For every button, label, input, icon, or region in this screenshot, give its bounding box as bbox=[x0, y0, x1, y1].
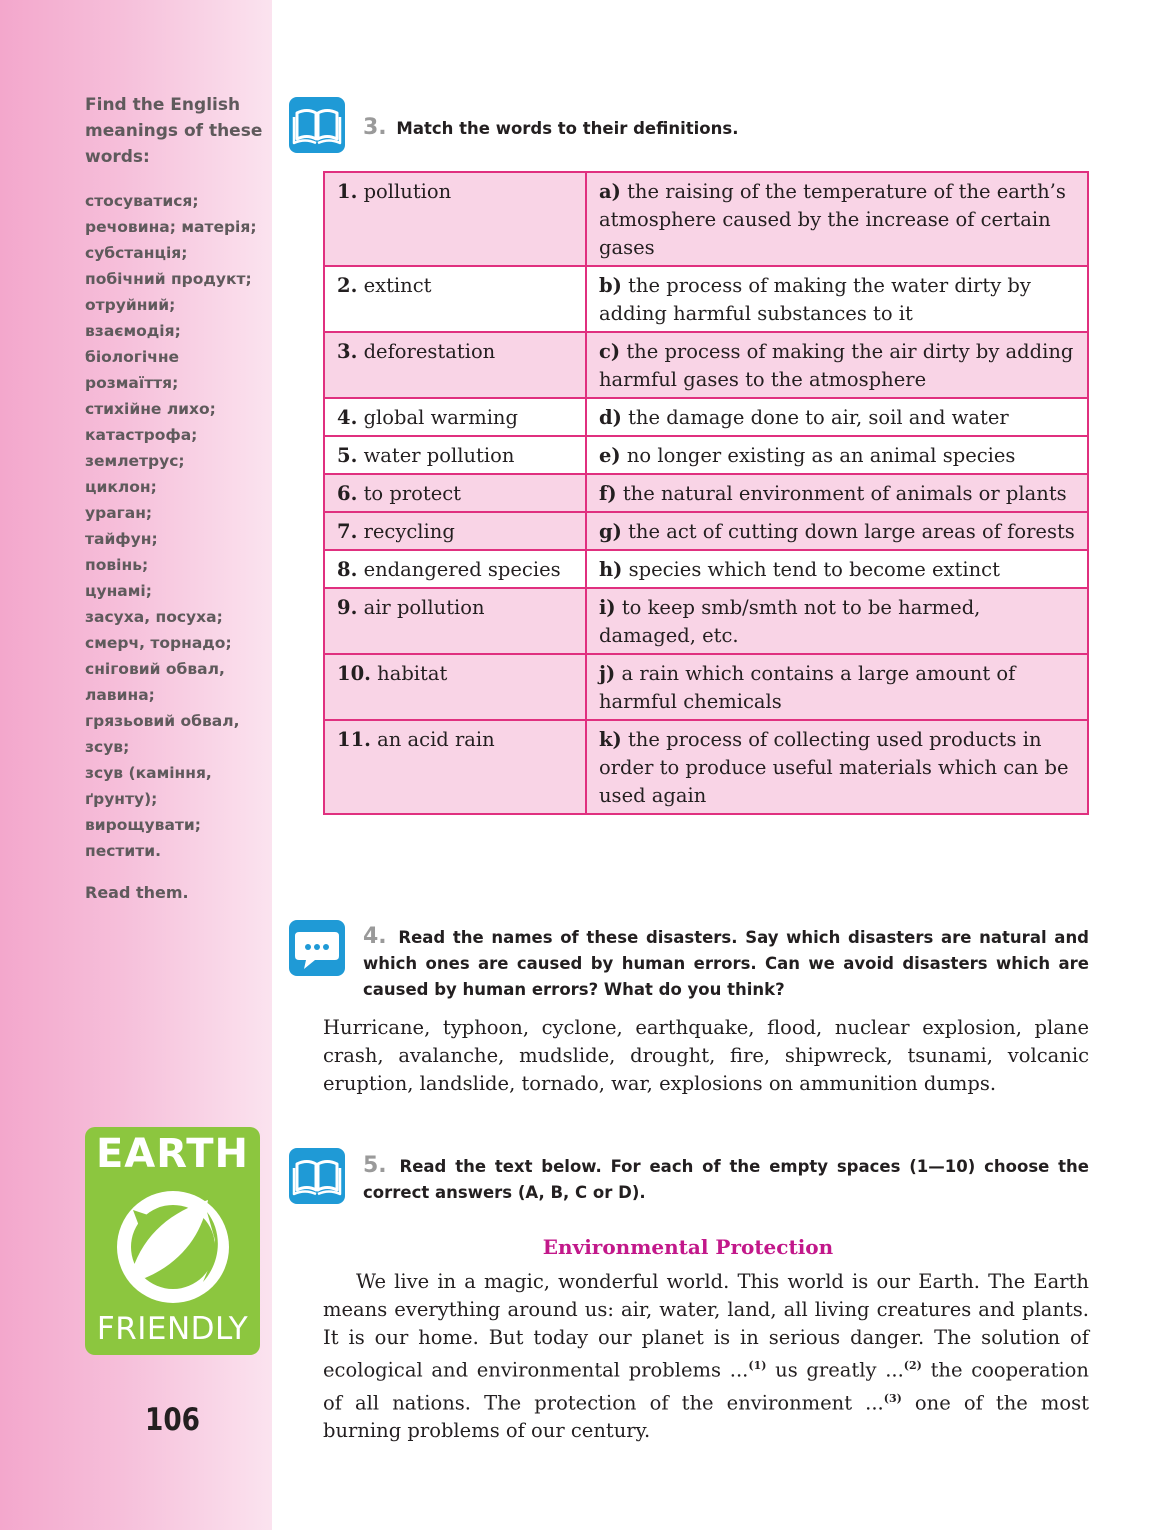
definition-letter: c) bbox=[599, 340, 621, 363]
definition-letter: i) bbox=[599, 596, 616, 619]
definition-text: a rain which contains a large amount of harmful chemicals bbox=[599, 662, 1016, 713]
word-cell bbox=[324, 654, 586, 720]
word-cell bbox=[324, 588, 586, 654]
word-number: 9. bbox=[337, 596, 358, 619]
word-number: 6. bbox=[337, 482, 358, 505]
word-number: 11. bbox=[337, 728, 371, 751]
vocabulary-item: землетрус; bbox=[85, 452, 185, 470]
table-row bbox=[324, 332, 1088, 398]
task-4-text: Read the names of these disasters. Say which disasters are natural and which ones are caused by human errors. Can we avoid disasters which are caused by human errors? What do you think? bbox=[363, 928, 1089, 999]
vocabulary-item: вирощувати; bbox=[85, 816, 201, 834]
text-segment: us greatly ... bbox=[766, 1358, 904, 1382]
vocabulary-item: побічний продукт; bbox=[85, 270, 252, 288]
table-row bbox=[324, 588, 1088, 654]
vocabulary-item: грязьовий обвал, bbox=[85, 712, 240, 730]
word-cell bbox=[324, 266, 586, 332]
word-text: water pollution bbox=[363, 444, 515, 467]
definition-letter: j) bbox=[599, 662, 616, 685]
word-cell bbox=[324, 436, 586, 474]
word-number: 3. bbox=[337, 340, 358, 363]
definition-cell bbox=[586, 266, 1088, 332]
task-4-instruction bbox=[363, 924, 1089, 1003]
table-row bbox=[324, 474, 1088, 512]
word-cell bbox=[324, 512, 586, 550]
word-cell bbox=[324, 332, 586, 398]
definition-text: the act of cutting down large areas of forests bbox=[628, 520, 1075, 543]
sidebar-footer: Read them. bbox=[85, 883, 189, 902]
word-cell bbox=[324, 172, 586, 266]
task-4-number: 4. bbox=[363, 924, 387, 949]
book-icon bbox=[289, 1148, 345, 1204]
word-text: recycling bbox=[363, 520, 455, 543]
word-cell bbox=[324, 474, 586, 512]
task-3-text: Match the words to their definitions. bbox=[396, 119, 739, 138]
vocabulary-item: повінь; bbox=[85, 556, 149, 574]
task-3-instruction bbox=[363, 115, 1089, 142]
table-row bbox=[324, 172, 1088, 266]
vocabulary-item: смерч, торнадо; bbox=[85, 634, 232, 652]
definition-cell bbox=[586, 172, 1088, 266]
definition-text: the process of making the water dirty by adding harmful substances to it bbox=[599, 274, 1031, 325]
definition-cell bbox=[586, 512, 1088, 550]
definition-letter: k) bbox=[599, 728, 622, 751]
speech-bubble-icon bbox=[289, 920, 345, 976]
earth-friendly-logo bbox=[85, 1127, 260, 1355]
logo-top-text: EARTH bbox=[95, 1131, 250, 1177]
sidebar bbox=[0, 0, 272, 1530]
gap-marker: (3) bbox=[883, 1391, 902, 1405]
table-row bbox=[324, 512, 1088, 550]
vocabulary-item: стихійне лихо; bbox=[85, 400, 216, 418]
table-row bbox=[324, 550, 1088, 588]
definition-cell bbox=[586, 398, 1088, 436]
definition-letter: h) bbox=[599, 558, 623, 581]
definition-letter: g) bbox=[599, 520, 622, 543]
vocabulary-item: взаємодія; bbox=[85, 322, 181, 340]
table-row bbox=[324, 720, 1088, 814]
definition-letter: f) bbox=[599, 482, 617, 505]
sidebar-heading: Find the English meanings of these words: bbox=[85, 95, 263, 167]
text-title: Environmental Protection bbox=[542, 1235, 834, 1259]
book-icon bbox=[289, 97, 345, 153]
logo-bottom-text: FRIENDLY bbox=[96, 1311, 249, 1347]
definition-text: the process of making the air dirty by adding harmful gases to the atmosphere bbox=[599, 340, 1074, 391]
word-text: extinct bbox=[363, 274, 432, 297]
definition-text: the damage done to air, soil and water bbox=[628, 406, 1009, 429]
word-text: habitat bbox=[377, 662, 448, 685]
definition-letter: a) bbox=[599, 180, 621, 203]
word-cell bbox=[324, 720, 586, 814]
matching-table bbox=[323, 171, 1089, 815]
vocabulary-item: зсув (каміння, bbox=[85, 764, 212, 782]
vocabulary-item: циклон; bbox=[85, 478, 157, 496]
word-number: 10. bbox=[337, 662, 371, 685]
definition-cell bbox=[586, 588, 1088, 654]
gap-marker: (2) bbox=[903, 1359, 922, 1372]
vocabulary-item: отруйний; bbox=[85, 296, 176, 314]
disasters-list: Hurricane, typhoon, cyclone, earthquake, flood, nuclear explosion, plane crash, avalanche, mudslide, drought, fire, shipwreck, tsunami, volcanic eruption, landslide, tornado, war, explosions on ammunition dumps. bbox=[323, 1016, 1089, 1095]
text-body bbox=[323, 1268, 1089, 1445]
word-text: an acid rain bbox=[377, 728, 495, 751]
vocabulary-item: цунамі; bbox=[85, 582, 152, 600]
word-number: 4. bbox=[337, 406, 358, 429]
table-row bbox=[324, 266, 1088, 332]
definition-text: no longer existing as an animal species bbox=[626, 444, 1016, 467]
word-number: 8. bbox=[337, 558, 358, 581]
text-segment: one of the most burning problems of our century. bbox=[323, 1391, 1089, 1442]
vocabulary-item: стосуватися; bbox=[85, 192, 199, 210]
vocabulary-item: сніговий обвал, bbox=[85, 660, 225, 678]
leaf-icon bbox=[103, 1182, 243, 1312]
definition-cell bbox=[586, 654, 1088, 720]
table-row bbox=[324, 436, 1088, 474]
task-5-text: Read the text below. For each of the empty spaces (1—10) choose the correct answers (A, B, C or D). bbox=[363, 1157, 1089, 1202]
word-text: air pollution bbox=[363, 596, 485, 619]
word-text: pollution bbox=[363, 180, 452, 203]
vocabulary-item: лавина; bbox=[85, 686, 155, 704]
word-number: 2. bbox=[337, 274, 358, 297]
word-cell bbox=[324, 550, 586, 588]
text-segment: the cooperation of all nations. The protection of the environment ... bbox=[323, 1358, 1089, 1414]
table-row bbox=[324, 398, 1088, 436]
word-number: 7. bbox=[337, 520, 358, 543]
page-number: 106 bbox=[145, 1402, 201, 1438]
gap-marker: (1) bbox=[748, 1359, 767, 1372]
vocabulary-item: засуха, посуха; bbox=[85, 608, 223, 626]
word-text: to protect bbox=[363, 482, 462, 505]
definition-letter: e) bbox=[599, 444, 621, 467]
definition-text: the natural environment of animals or plants bbox=[622, 482, 1067, 505]
definition-cell bbox=[586, 474, 1088, 512]
definition-letter: b) bbox=[599, 274, 622, 297]
vocabulary-item: катастрофа; bbox=[85, 426, 198, 444]
definition-cell bbox=[586, 436, 1088, 474]
vocabulary-item: речовина; матерія; bbox=[85, 218, 257, 236]
vocabulary-item: тайфун; bbox=[85, 530, 158, 548]
vocabulary-item: ґрунту); bbox=[85, 790, 158, 808]
vocabulary-item: розмаїття; bbox=[85, 374, 179, 392]
definition-cell bbox=[586, 332, 1088, 398]
definition-cell bbox=[586, 550, 1088, 588]
text-segment: We live in a magic, wonderful world. This world is our Earth. The Earth means everything around us: air, water, land, all living creatures and plants. It is our home. But today our planet is in serious danger. The solution of ecological and environmental problems ... bbox=[323, 1270, 1089, 1382]
table-row bbox=[324, 654, 1088, 720]
vocabulary-item: зсув; bbox=[85, 738, 130, 756]
task-5-number: 5. bbox=[363, 1153, 387, 1178]
definition-text: to keep smb/smth not to be harmed, damaged, etc. bbox=[599, 596, 981, 647]
definition-letter: d) bbox=[599, 406, 622, 429]
word-text: global warming bbox=[363, 406, 518, 429]
word-text: endangered species bbox=[363, 558, 561, 581]
word-cell bbox=[324, 398, 586, 436]
definition-text: species which tend to become extinct bbox=[628, 558, 1000, 581]
word-number: 5. bbox=[337, 444, 358, 467]
vocabulary-item: пестити. bbox=[85, 842, 161, 860]
task-3-number: 3. bbox=[363, 115, 387, 140]
vocabulary-item: біологічне bbox=[85, 348, 180, 366]
task-5-instruction bbox=[363, 1153, 1089, 1206]
definition-text: the raising of the temperature of the earth’s atmosphere caused by the increase of certain gases bbox=[599, 180, 1066, 259]
definition-cell bbox=[586, 720, 1088, 814]
vocabulary-item: ураган; bbox=[85, 504, 153, 522]
definition-text: the process of collecting used products in order to produce useful materials which can be used again bbox=[599, 728, 1069, 807]
vocabulary-item: субстанція; bbox=[85, 244, 188, 262]
word-number: 1. bbox=[337, 180, 358, 203]
word-text: deforestation bbox=[363, 340, 496, 363]
vocabulary-list bbox=[85, 188, 270, 864]
